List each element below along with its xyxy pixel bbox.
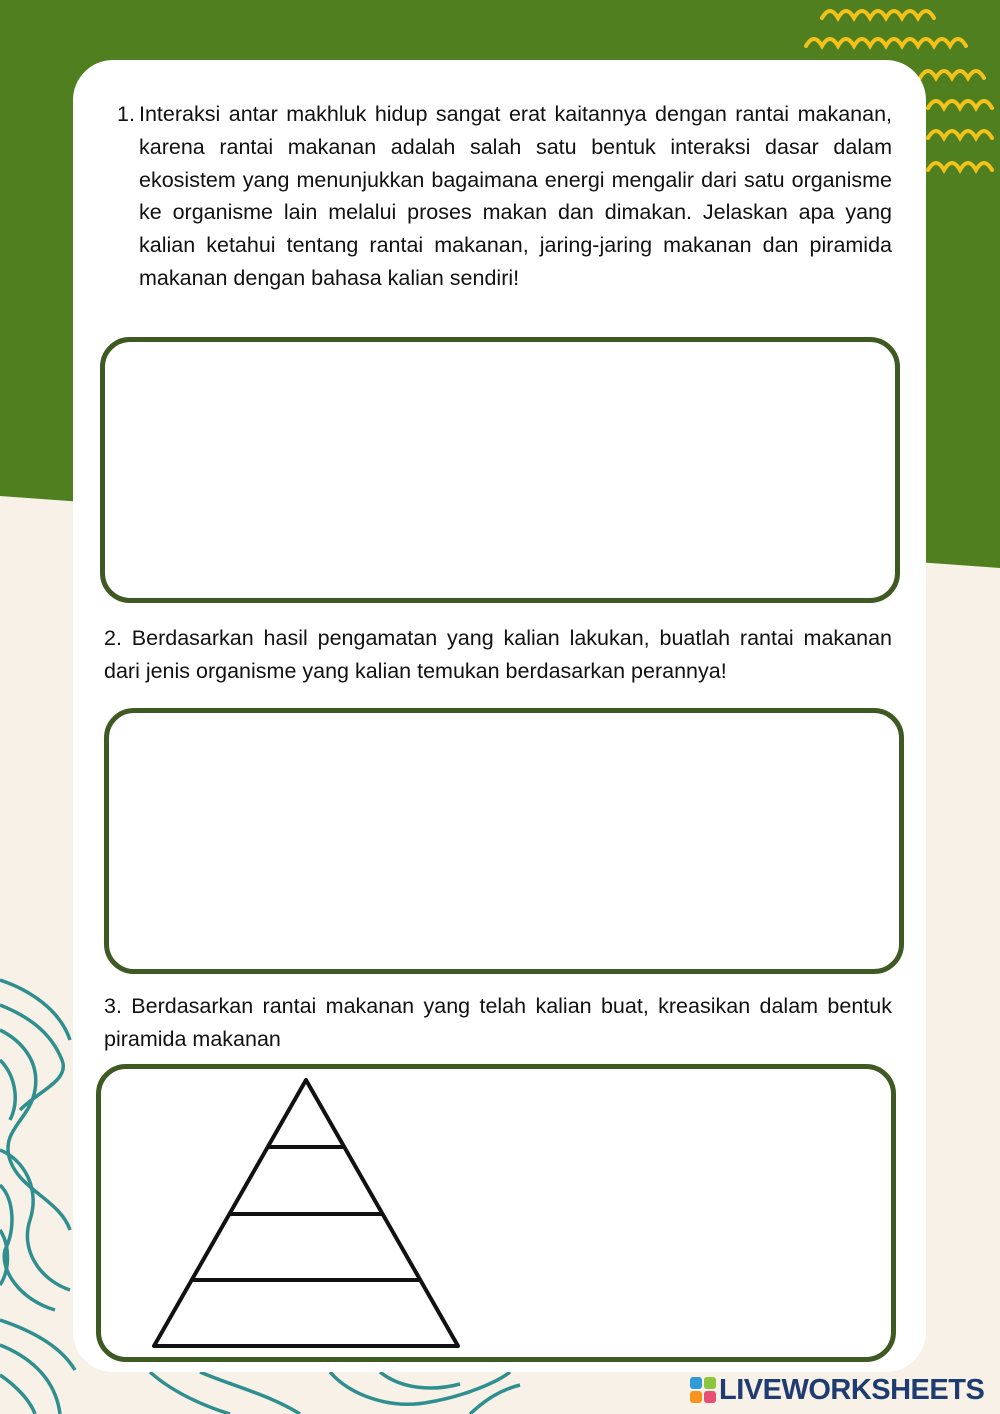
- question-2-text: 2. Berdasarkan hasil pengamatan yang kalian lakukan, buatlah rantai makanan dari jenis organisme yang kalian temukan berdasarkan perannya!: [104, 626, 892, 683]
- question-1-text: Interaksi antar makhluk hidup sangat erat kaitannya dengan rantai makanan, karena rantai makanan adalah salah satu bentuk interaksi dasar dalam ekosistem yang menunjukkan bagaimana energi mengalir dari satu organisme ke organisme lain melalui proses makan dan dimakan. Jelaskan apa yang kalian ketahui tentang rantai makanan, jaring-jaring makanan dan piramida makanan dengan bahasa kalian sendiri!: [139, 102, 892, 290]
- liveworksheets-logo-icon: [690, 1377, 716, 1403]
- question-3-text: 3. Berdasarkan rantai makanan yang telah kalian buat, kreasikan dalam bentuk piramida makanan: [104, 994, 892, 1051]
- answer-box-3[interactable]: [96, 1064, 896, 1362]
- liveworksheets-logo-text: LIVEWORKSHEETS: [719, 1373, 985, 1406]
- question-1-number: 1.: [117, 102, 135, 126]
- answer-box-1[interactable]: [100, 337, 900, 603]
- liveworksheets-logo: [690, 1372, 984, 1408]
- answer-box-2[interactable]: [104, 708, 904, 974]
